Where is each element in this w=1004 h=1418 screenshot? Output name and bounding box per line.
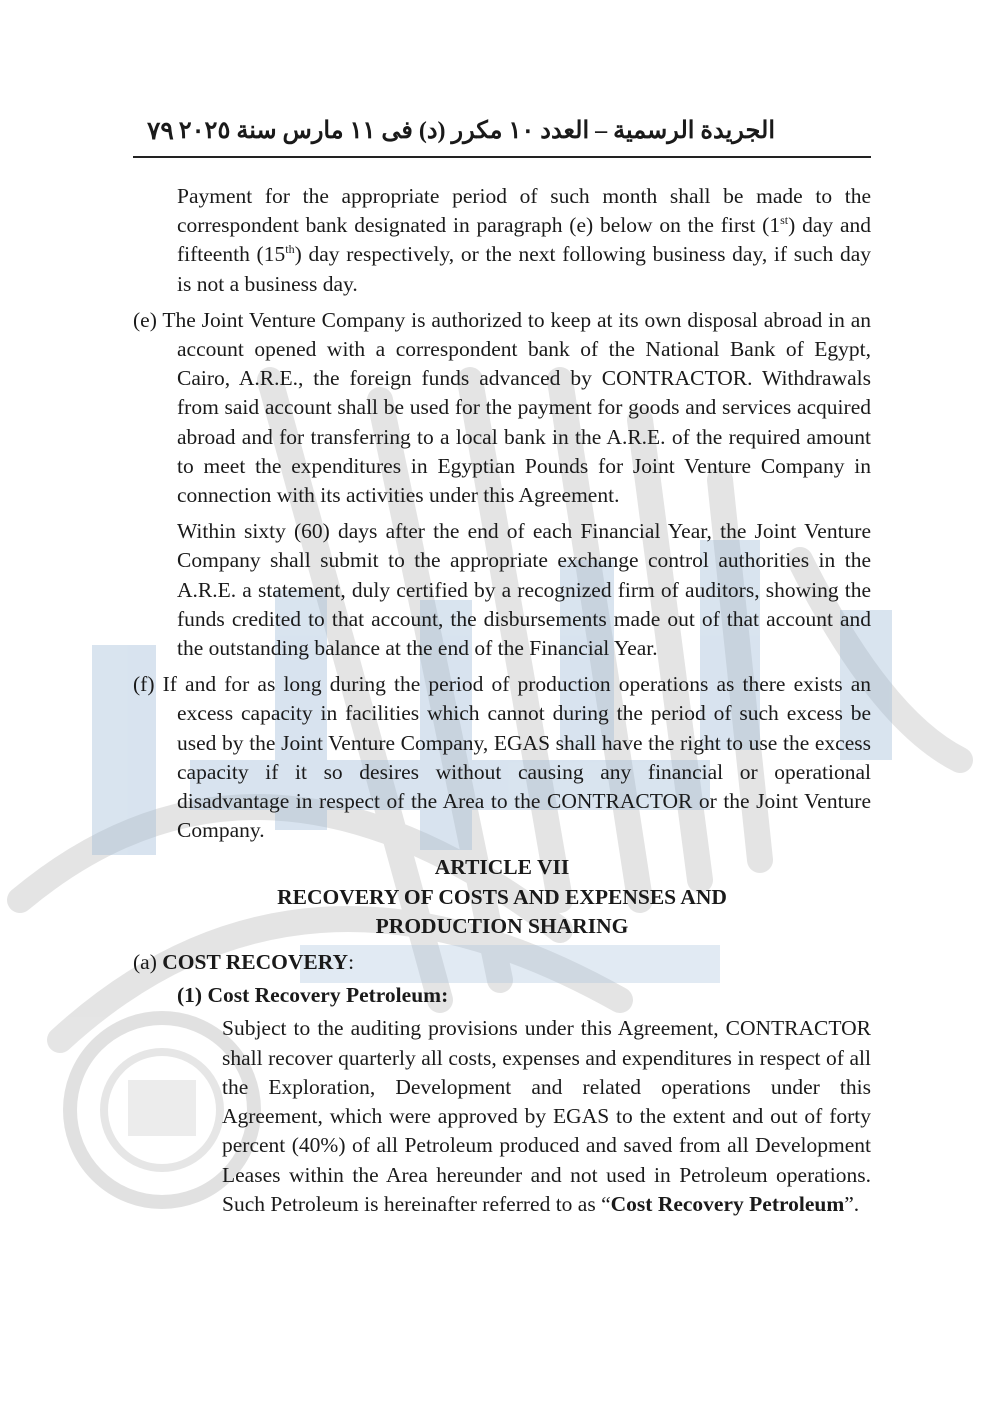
section-a-label: COST RECOVERY (162, 950, 349, 975)
payment-paragraph: Payment for the appropriate period of such month shall be made to the correspondent bank designated in paragraph (e) below on the first (1st) day and fifteenth (15th) day respectively, or the next following business day, if such day is not a business day. (177, 184, 871, 296)
clause-e-followup: Within sixty (60) days after the end of each Financial Year, the Joint Venture Company shall submit to the appropriate exchange control authorities in the A.R.E. a statement, duly certified by a recognized firm of auditors, showing the funds credited to that account, the disbursements made out of that account and the outstanding balance at the end of the Financial Year. (177, 519, 871, 661)
article-title-line1: RECOVERY OF COSTS AND EXPENSES AND (277, 884, 727, 909)
ordinal-superscript: th (285, 242, 295, 257)
article-number: ARTICLE VII (434, 855, 570, 880)
clause-e: (e) The Joint Venture Company is authorized to keep at its own disposal abroad in an account opened with a correspondent bank of the National Bank of Egypt, Cairo, A.R.E., the foreign funds advanced by CONTRACTOR. Withdrawals from said account shall be used for the payment for goods and services acquired abroad and for transferring to a local bank in the A.R.E. of the required amount to meet the expenditures in Egyptian Pounds for Joint Venture Company in connection with its activities under this Agreement. (133, 307, 871, 508)
section-a-heading: (a) COST RECOVERY: (133, 950, 355, 975)
document-body (133, 182, 871, 1219)
clause-f: (f) If and for as long during the period of production operations as there exists an excess capacity in facilities which cannot during the period of such excess be used by the Joint Venture Company, EGAS shall have the right to use the excess capacity if it so desires without causing any financial or operational disadvantage in respect of the Area to the CONTRACTOR or the Joint Venture Company. (133, 672, 871, 843)
page-header (133, 112, 871, 158)
defined-term: Cost Recovery Petroleum (610, 1191, 845, 1216)
article-title-line2: PRODUCTION SHARING (375, 913, 629, 938)
article-heading (133, 853, 871, 941)
page-number: ٧٩ (147, 118, 174, 145)
ordinal-superscript: st (780, 213, 789, 228)
subsection-1-heading: (1) Cost Recovery Petroleum: (177, 983, 449, 1008)
subsection-1-body: Subject to the auditing provisions under this Agreement, CONTRACTOR shall recover quarterly all costs, expenses and expenditures in respect of all the Exploration, Development and related operations under this Agreement, which were approved by EGAS to the extent and out of forty percent (40%) of all Petroleum produced and saved from all Development Leases within the Area hereunder and not used in Petroleum operations. Such Petroleum is hereinafter referred to as “Cost Recovery Petroleum”. (222, 1016, 871, 1216)
journal-title: الجريدة الرسمية – العدد ١٠ مكرر (د) فى ١١ مارس سنة ٢٠٢٥ (178, 118, 775, 144)
